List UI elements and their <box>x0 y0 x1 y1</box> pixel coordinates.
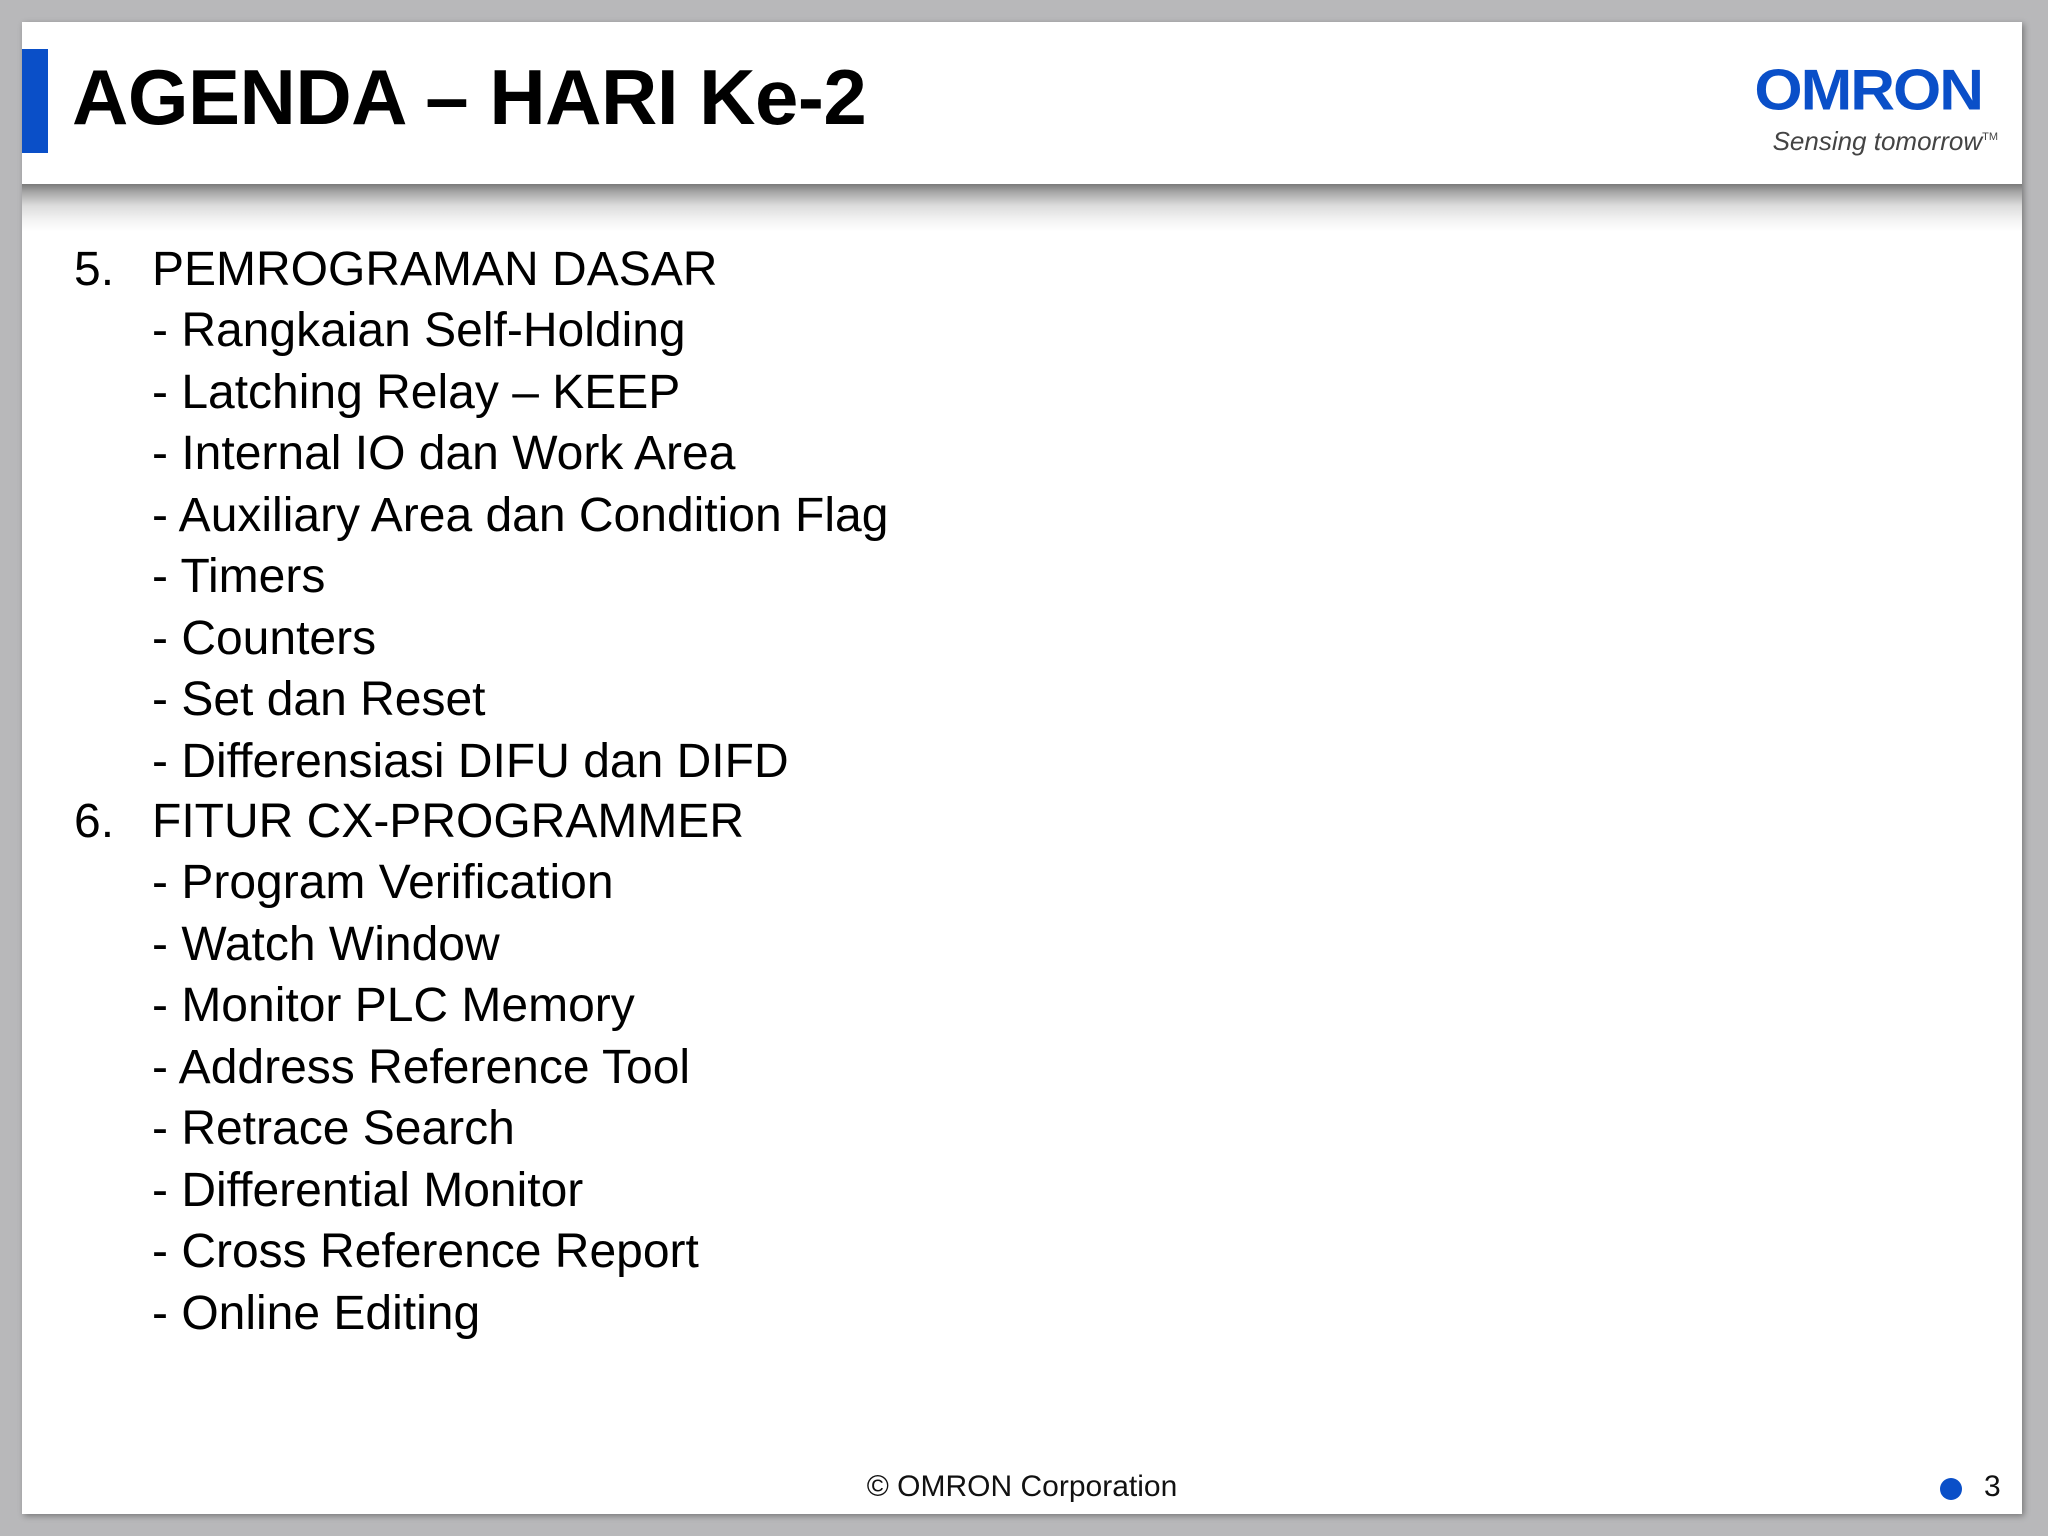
section-number: 5. <box>74 243 115 296</box>
list-item: - Watch Window <box>152 917 500 971</box>
section-number: 6. <box>74 795 115 848</box>
omron-logo <box>1750 58 2010 158</box>
section-heading <box>54 240 1554 300</box>
page-number: 3 <box>1984 1470 2001 1503</box>
agenda-section-6 <box>54 792 1554 1344</box>
list-item: - Retrace Search <box>152 1102 515 1155</box>
logo-tagline <box>1773 126 1998 157</box>
list-item: - Timers <box>152 550 326 603</box>
page-indicator-dot <box>1940 1478 1962 1500</box>
list-item: - Program Verification <box>152 856 614 909</box>
section-heading <box>54 792 1554 852</box>
list-item: - Address Reference Tool <box>152 1040 691 1094</box>
list-item: - Set dan Reset <box>152 673 486 726</box>
slide-title: AGENDA – HARI Ke-2 <box>72 53 867 141</box>
section-title: PEMROGRAMAN DASAR <box>152 243 718 296</box>
section-items <box>54 852 1554 1344</box>
slide-header <box>22 22 2022 184</box>
list-item: - Differensiasi DIFU dan DIFD <box>152 734 789 788</box>
logo-tagline-text: Sensing tomorrow <box>1772 126 1983 156</box>
list-item: - Rangkaian Self-Holding <box>152 304 686 357</box>
list-item: - Monitor PLC Memory <box>152 979 635 1032</box>
list-item: - Differential Monitor <box>152 1163 584 1217</box>
logo-wordmark: OMRON <box>1754 58 1982 123</box>
list-item: - Auxiliary Area dan Condition Flag <box>152 488 889 542</box>
agenda-section-5 <box>54 240 1554 792</box>
list-item: - Cross Reference Report <box>152 1225 699 1278</box>
agenda-list <box>54 240 1554 1344</box>
footer-copyright: © OMRON Corporation <box>866 1470 1178 1503</box>
list-item: - Online Editing <box>152 1286 481 1340</box>
list-item: - Internal IO dan Work Area <box>152 427 736 480</box>
list-item: - Latching Relay – KEEP <box>152 365 681 419</box>
section-title: FITUR CX-PROGRAMMER <box>152 795 744 848</box>
title-accent-bar <box>22 49 48 153</box>
list-item: - Counters <box>152 611 377 665</box>
header-divider <box>22 184 2022 232</box>
slide <box>22 22 2022 1514</box>
section-items <box>54 300 1554 792</box>
trademark-mark: TM <box>1982 131 1998 143</box>
